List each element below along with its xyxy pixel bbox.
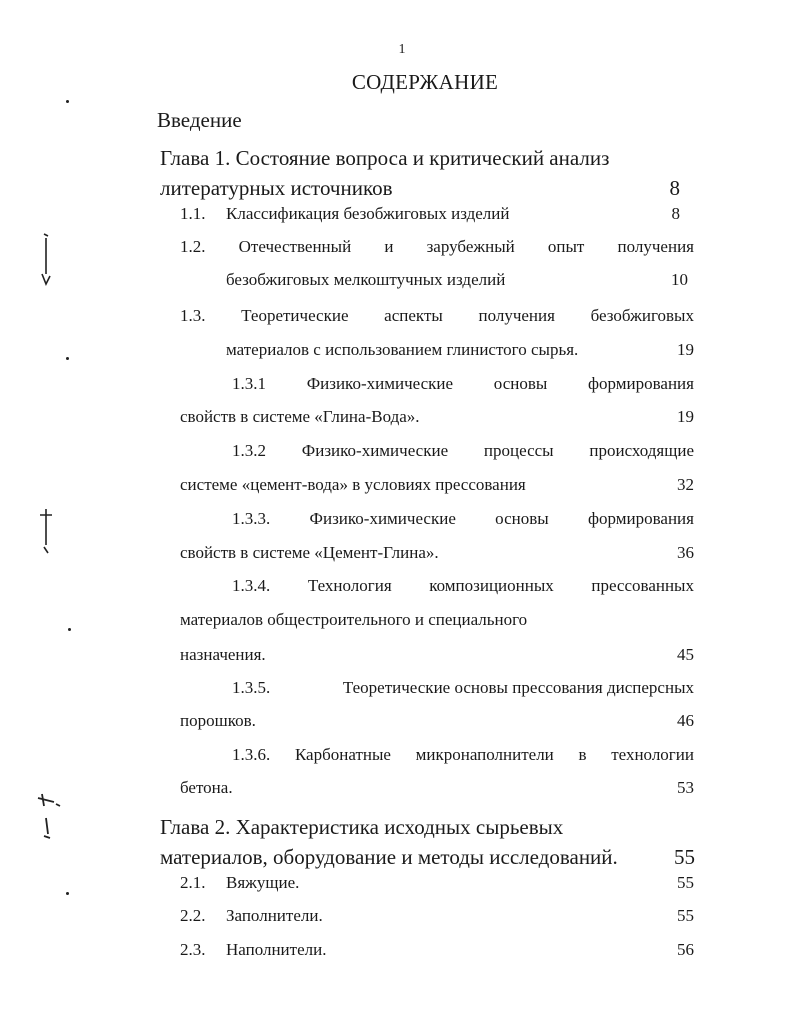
item-number: 1.3.1 [232,374,266,393]
page-number: 1 [398,42,406,57]
item-number: 1.3.3. [232,509,271,528]
item-page: 36 [677,543,694,562]
chapter-1-line1: Глава 1. Состояние вопроса и критический анализ [160,146,610,170]
item-word: микронаполнители [415,745,554,764]
toc-subitem-1-3-5 [232,678,694,698]
toc-subitem-1-3-3 [232,509,694,529]
item-word: основы [495,509,549,528]
toc-subitem-1-3-6 [232,745,694,765]
item-page: 32 [677,475,694,494]
item-word: основы [493,374,548,393]
item-text-cont: свойств в системе «Цемент-Глина». [180,543,439,562]
item-word: Технология [307,576,392,595]
item-text: Классификация безобжиговых изделий [226,204,510,223]
toc-item-1-1 [180,204,509,224]
scan-speck [66,357,69,360]
toc-item-1-3 [180,306,694,326]
item-word: зарубежный [426,237,515,256]
scan-speck [66,892,69,895]
scan-speck [66,100,69,103]
chapter-1-heading [160,146,695,206]
item-word: композиционных [429,576,554,595]
item-text-cont: материалов с использованием глинистого сырья. [226,340,579,359]
item-text-cont: системе «цемент-вода» в условиях прессования [180,475,526,494]
item-page: 8 [671,204,680,223]
item-word: Теоретические основы прессования дисперсных [342,678,694,697]
item-number: 1.3. [180,306,206,325]
item-word: Физико-химические [301,441,449,460]
binding-hole-mark-icon [34,790,64,850]
chapter-2-line2-row [160,845,695,870]
item-text-cont: безобжиговых мелкоштучных изделий [226,270,506,289]
chapter-2-line1: Глава 2. Характеристика исходных сырьевых [160,815,564,839]
item-number: 1.3.6. [232,745,271,764]
item-word: получения [617,237,694,256]
toc-subitem-1-3-4 [232,576,694,596]
item-text-cont: порошков. [180,711,256,730]
item-page: 10 [671,270,688,289]
item-word: и [384,237,394,256]
item-word: технологии [611,745,694,764]
item-page: 19 [677,407,694,426]
item-word: получения [478,306,555,325]
item-page: 56 [677,940,694,959]
toc-item-1-2 [180,237,694,257]
item-page: 53 [677,778,694,797]
item-word: прессованных [591,576,694,595]
item-word: происходящие [589,441,694,460]
item-word: процессы [483,441,554,460]
chapter-2-line2: материалов, оборудование и методы исследований. [160,845,618,869]
chapter-1-line2: литературных источников [160,176,393,200]
item-word: Карбонатные [294,745,391,764]
item-text: Наполнители. [226,940,327,959]
scan-speck [68,628,71,631]
item-word: Физико-химические [306,374,454,393]
item-page: 45 [677,645,694,664]
chapter-2-page: 55 [674,845,695,869]
item-text: Заполнители. [226,906,323,925]
toc-item-2-3 [180,940,326,960]
toc-subitem-1-3-2 [232,441,694,461]
binding-hole-mark-icon [36,230,56,290]
item-text-cont: материалов общестроительного и специального [180,610,528,629]
toc-item-2-1 [180,873,299,893]
item-word: Отечественный [238,237,352,256]
item-page: 55 [677,873,694,892]
item-text-cont: назначения. [180,645,266,664]
item-word: опыт [547,237,585,256]
item-word: безобжиговых [590,306,694,325]
toc-item-2-2 [180,906,323,926]
item-number: 1.3.4. [232,576,271,595]
toc-subitem-1-3-1 [232,374,694,394]
item-number: 1.3.5. [232,678,271,697]
item-word: аспекты [384,306,443,325]
item-word: в [578,745,587,764]
page-title: СОДЕРЖАНИЕ [351,70,499,94]
item-number: 2.3. [180,940,206,959]
item-page: 46 [677,711,694,730]
binding-hole-mark-icon [36,505,56,559]
item-word: Теоретические [241,306,349,325]
item-page: 19 [677,340,694,359]
item-number: 1.1. [180,204,206,223]
item-word: формирования [587,509,694,528]
toc-intro: Введение [157,108,242,132]
item-word: формирования [588,374,694,393]
chapter-1-page: 8 [669,176,680,200]
item-page: 55 [677,906,694,925]
item-word: Физико-химические [309,509,456,528]
item-number: 1.3.2 [232,441,266,460]
item-text-cont: бетона. [180,778,233,797]
item-text: Вяжущие. [226,873,300,892]
item-text-cont: свойств в системе «Глина-Вода». [180,407,420,426]
item-number: 2.1. [180,873,206,892]
item-number: 2.2. [180,906,206,925]
item-number: 1.2. [180,237,206,256]
